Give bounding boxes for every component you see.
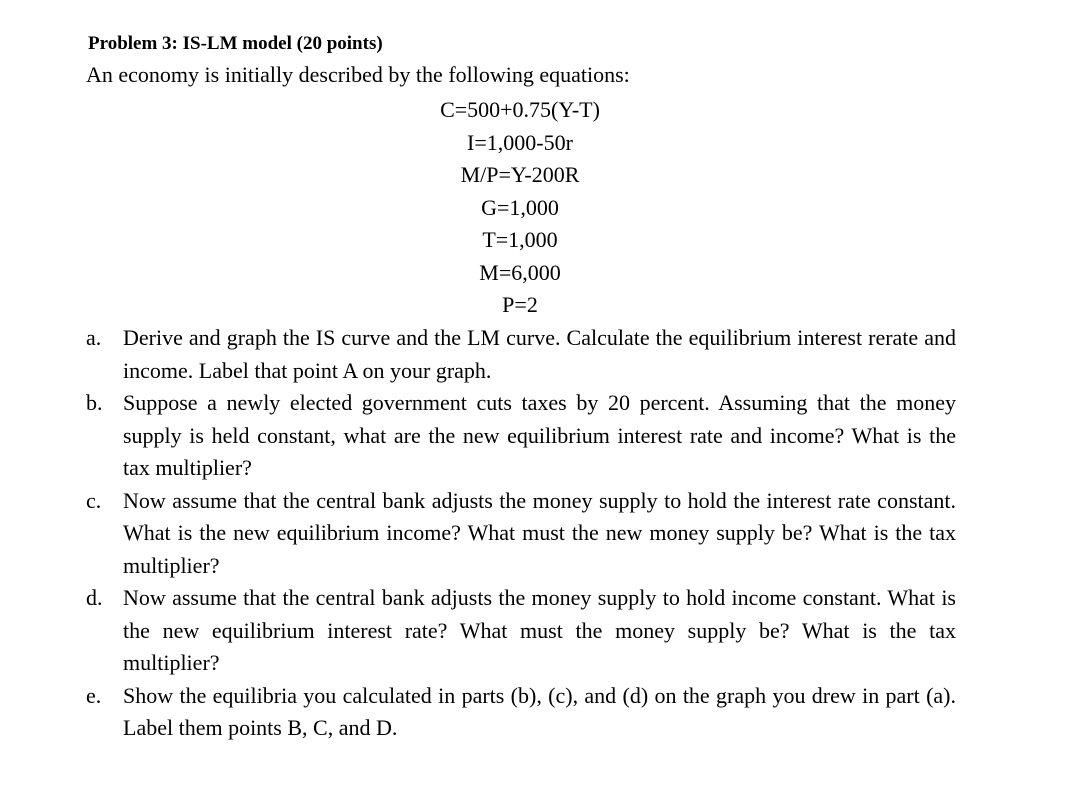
question-letter: c. [86, 487, 102, 513]
question-list [86, 322, 956, 745]
question-b [86, 387, 956, 485]
problem-heading: Problem 3: IS-LM model (20 points) [88, 33, 383, 54]
question-text: Suppose a newly elected government cuts taxes by 20 percent. Assuming that the money supply is held constant, what are the new equilibrium interest rate and income? What is the tax multiplier? [123, 390, 956, 480]
problem-intro: An economy is initially described by the following equations: [86, 62, 630, 87]
question-text: Now assume that the central bank adjusts the money supply to hold the interest rate constant. What is the new equilibrium income? What must the new money supply be? What is the tax multiplier? [123, 487, 956, 578]
question-c [86, 485, 956, 583]
equation-taxes: T=1,000 [482, 227, 558, 252]
question-letter: a. [86, 325, 102, 350]
question-text: Show the equilibria you calculated in parts (b), (c), and (d) on the graph you drew in part (a). Label them points B, C, and D. [123, 682, 956, 740]
question-letter: b. [86, 390, 103, 415]
equation-money-supply: M=6,000 [479, 259, 561, 285]
question-text: Derive and graph the IS curve and the LM curve. Calculate the equilibrium interest rerate and income. Label that point A on your graph. [123, 325, 956, 383]
equation-consumption: C=500+0.75(Y-T) [440, 97, 600, 122]
question-letter: d. [86, 585, 103, 610]
question-letter: e. [86, 682, 102, 708]
question-d [86, 582, 956, 680]
question-a [86, 322, 956, 387]
equation-investment: I=1,000-50r [467, 129, 573, 155]
question-text: Now assume that the central bank adjusts the money supply to hold income constant. What is the new equilibrium interest rate? What must the money supply be? What is the tax multiplier? [123, 585, 956, 675]
equation-money-demand: M/P=Y-200R [460, 162, 580, 187]
equation-list [0, 94, 1040, 322]
equation-government-spending: G=1,000 [481, 194, 559, 220]
question-e [86, 680, 956, 745]
equation-price-level: P=2 [502, 292, 538, 317]
